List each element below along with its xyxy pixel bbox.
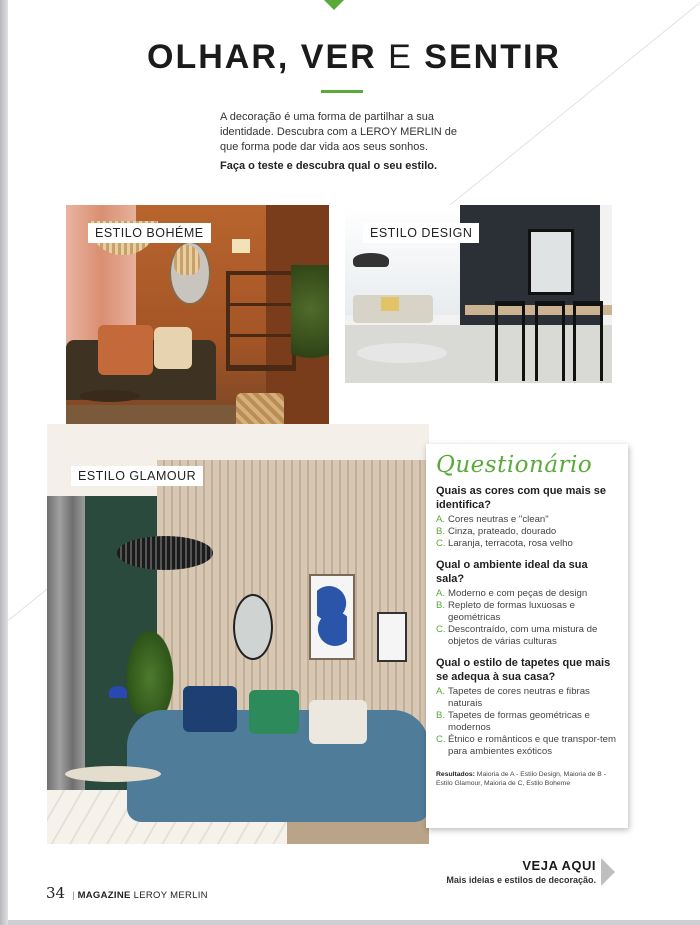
question-3-options [436,686,616,758]
option-text: Repleto de formas luxuosas e geométricas [448,600,575,623]
page-title [8,38,700,77]
table-lamp [232,239,250,253]
question-2: Qual o ambiente ideal da sua sala? [436,559,588,585]
title-part-olhar-ver: OLHAR, VER [147,38,377,76]
navy-pattern-cushion [183,686,237,732]
bar-stool [535,301,565,381]
side-table [80,390,140,402]
option [436,710,616,734]
top-green-marker [324,0,344,10]
page-edge-shadow [0,0,8,925]
option-letter: C. [436,538,446,549]
question-1: Quais as cores com que mais se identifica? [436,485,606,511]
option [436,538,616,550]
option-letter: B. [436,600,446,611]
magazine-label: MAGAZINE [77,890,131,901]
wooden-shelf [226,271,296,371]
question-3: Qual o estilo de tapetes que mais se adequa à sua casa? [436,657,611,683]
page-footer [46,884,208,902]
boheme-style-photo [66,205,329,451]
results-label: Resultados: [436,771,475,778]
option-letter: B. [436,710,446,721]
yellow-pillow [381,297,399,311]
plant [291,265,329,375]
decorative-diagonal-line [448,0,700,207]
option [436,514,616,526]
option-text: Tapetes de cores neutras e fibras naturais [448,686,590,709]
bar-stool [495,301,525,381]
option-letter: C. [436,734,446,745]
option [436,526,616,538]
framed-face-art [377,612,407,662]
title-part-e: E [376,38,425,76]
brand-label: LEROY MERLIN [133,890,208,901]
veja-aqui-subtitle: Mais ideias e estilos de decoração. [446,875,596,885]
veja-aqui-title: VEJA AQUI [522,858,596,873]
option-letter: B. [436,526,446,537]
option-text: Cinza, prateado, dourado [448,526,557,537]
option [436,686,616,710]
option-letter: A. [436,514,446,525]
question-2-options [436,588,616,648]
veja-aqui-link[interactable] [426,858,596,885]
orange-cushion [98,325,153,375]
footer-separator: | [72,890,75,901]
option [436,734,616,758]
option [436,588,616,600]
option-text: Étnico e românticos e que transpor-tem para ambientes exóticos [448,734,616,757]
boheme-style-label: ESTILO BOHÉME [88,223,211,243]
option-text: Moderno e com peças de design [448,588,588,599]
design-style-photo [345,205,612,383]
blue-table-lamp [109,686,127,698]
quiz-results [436,770,616,788]
glamour-style-label: ESTILO GLAMOUR [71,466,203,486]
questionnaire-card [426,444,628,828]
round-rug [357,343,447,363]
results-text: Maioria de A - Estilo Design, Maioria de B - Estilo Glamour, Maioria de C, Estilo Boheme [436,771,606,787]
glamour-style-photo [47,424,429,844]
option [436,624,616,648]
palm-plant [123,624,177,714]
option [436,600,616,624]
coffee-table [65,766,161,782]
page-number: 34 [46,884,66,902]
blue-abstract-art [309,574,355,660]
intro-call-to-action: Faça o teste e descubra qual o seu estilo. [220,160,438,172]
black-pendant-lamp [117,536,213,570]
intro-text: A decoração é uma forma de partilhar a sua identidade. Descubra com a LEROY MERLIN de que forma pode dar vida aos seus sonhos. [220,111,458,153]
rattan-pendant-lamp [174,245,200,275]
white-cushion [309,700,367,744]
bar-stool [573,301,603,381]
design-style-label: ESTILO DESIGN [363,223,479,243]
option-letter: A. [436,588,446,599]
option-text: Cores neutras e "clean" [448,514,549,525]
option-text: Tapetes de formas geométricas e modernos [448,710,590,733]
title-underline [321,90,363,93]
wall-frame [528,229,574,295]
cream-cushion [154,327,192,369]
title-part-sentir: SENTIR [424,38,561,76]
option-letter: A. [436,686,446,697]
grey-curtain [47,496,85,796]
option-letter: C. [436,624,446,635]
pendant-lamp [353,253,389,267]
questionnaire-title: Questionário [436,452,593,478]
option-text: Laranja, terracota, rosa velho [448,538,573,549]
question-1-options [436,514,616,550]
green-cushion [249,690,299,734]
oval-mirror [233,594,273,660]
arrow-right-icon[interactable] [601,858,615,886]
magazine-page [8,0,700,920]
option-text: Descontraído, com uma mistura de objetos de várias culturas [448,624,598,647]
